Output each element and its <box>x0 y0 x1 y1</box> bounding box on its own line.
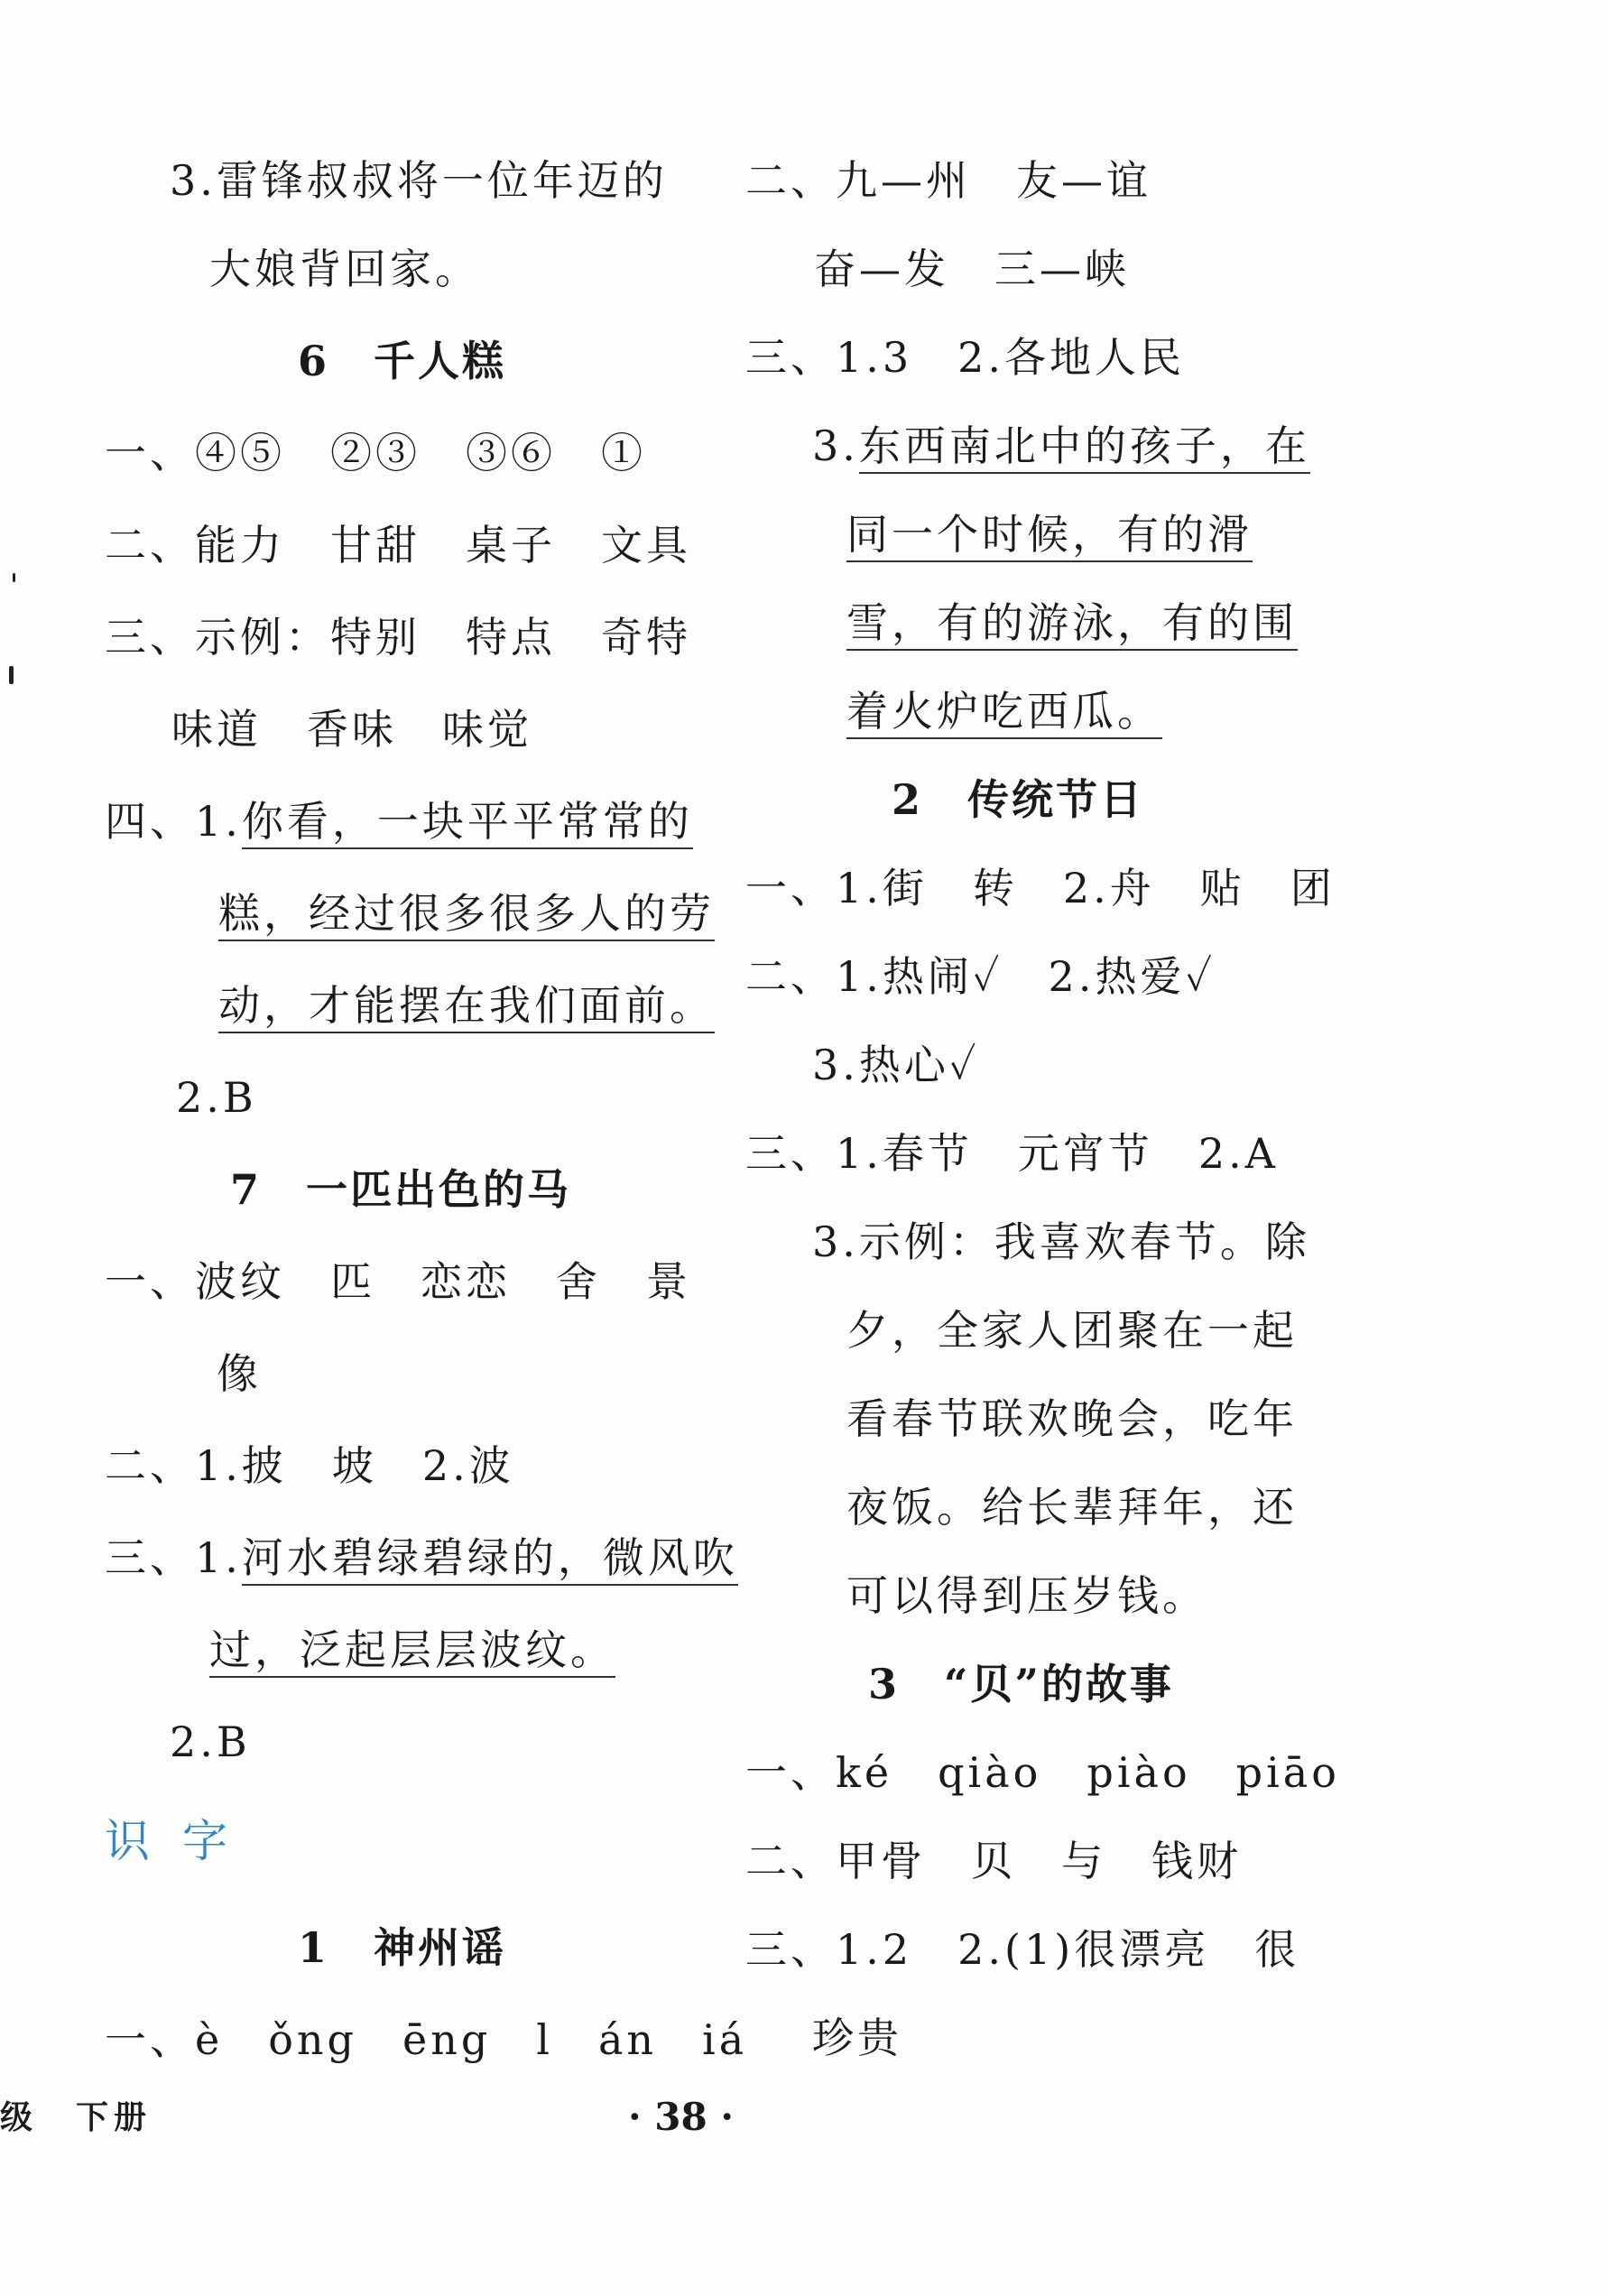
underlined-answer: 雪，有的游泳，有的围 <box>846 598 1298 651</box>
lesson-heading: 2 传统节日 <box>892 775 1145 824</box>
underlined-answer: 河水碧绿碧绿的，微风吹 <box>242 1533 738 1586</box>
lesson-heading: 1 神州谣 <box>298 1923 507 1972</box>
underlined-answer: 同一个时候，有的滑 <box>846 510 1253 562</box>
answer-line <box>209 1623 615 1677</box>
margin-mark <box>13 573 15 582</box>
answer-line: 二、甲骨 贝 与 钱财 <box>745 1837 1242 1885</box>
answer-line <box>846 507 1253 561</box>
answer-line: 二、1.热闹✓ 2.热爱✓ <box>745 952 1216 1001</box>
answer-line: 奋—发 三—峡 <box>814 245 1130 293</box>
underlined-answer: 东西南北中的孩子，在 <box>859 421 1310 474</box>
question-prefix: 四、1. <box>105 797 242 846</box>
answer-line <box>846 596 1298 650</box>
answer-line <box>105 794 693 848</box>
answer-line: 味道 香味 味觉 <box>171 705 532 754</box>
answer-line: 二、九—州 友—谊 <box>745 156 1151 205</box>
answer-line: 三、示例：特别 特点 奇特 <box>105 613 691 662</box>
answer-line: 可以得到压岁钱。 <box>846 1571 1207 1620</box>
page-number: · 38 · <box>628 2095 734 2139</box>
lesson-heading: 3 “贝”的故事 <box>868 1660 1174 1708</box>
answer-line: 三、1.3 2.各地人民 <box>745 333 1186 382</box>
section-title: 识字 <box>105 1815 260 1867</box>
answer-line: 一、波纹 匹 恋恋 舍 景 <box>105 1257 691 1306</box>
answer-line <box>812 419 1310 473</box>
answer-line: 大娘背回家。 <box>209 245 480 293</box>
answer-line: 珍贵 <box>812 2014 902 2062</box>
answer-line: 三、1.春节 元宵节 2.A <box>745 1129 1279 1178</box>
answer-line: 2.B <box>176 1073 257 1122</box>
answer-line: 3.热心✓ <box>812 1041 980 1089</box>
answer-line: 一、1.街 转 2.舟 贴 团 <box>745 864 1336 912</box>
answer-line <box>218 886 715 940</box>
underlined-answer: 动，才能摆在我们面前。 <box>218 981 715 1033</box>
answer-line: 一、④⑤ ②③ ③⑥ ① <box>105 429 646 477</box>
answer-line: 一、è ǒng ēng l án iá <box>105 2015 748 2064</box>
answer-line: 一、ké qiào piào piāo <box>745 1748 1340 1797</box>
answer-line: 夕，全家人团聚在一起 <box>846 1306 1298 1355</box>
answer-line: 夜饭。给长辈拜年，还 <box>846 1483 1298 1532</box>
underlined-answer: 过，泛起层层波纹。 <box>209 1625 615 1678</box>
margin-mark <box>9 666 14 684</box>
question-prefix: 3. <box>812 421 859 470</box>
lesson-heading: 6 千人糕 <box>298 337 507 385</box>
answer-line: 三、1.2 2.(1)很漂亮 很 <box>745 1925 1300 1974</box>
answer-line: 二、1.披 坡 2.波 <box>105 1441 514 1490</box>
underlined-answer: 糕，经过很多很多人的劳 <box>218 889 715 941</box>
answer-line <box>846 684 1162 738</box>
answer-line: 2.B <box>170 1717 251 1766</box>
book-grade-label: 级 下册 <box>0 2098 153 2136</box>
answer-line: 像 <box>217 1349 262 1398</box>
lesson-heading: 7 一匹出色的马 <box>230 1165 572 1214</box>
question-prefix: 三、1. <box>105 1533 242 1582</box>
answer-line: 看春节联欢晚会，吃年 <box>846 1394 1298 1443</box>
answer-line: 二、能力 甘甜 桌子 文具 <box>105 521 691 569</box>
answer-line <box>218 978 715 1032</box>
answer-line: 3.示例：我喜欢春节。除 <box>812 1217 1310 1266</box>
answer-line: 3.雷锋叔叔将一位年迈的 <box>170 156 668 205</box>
underlined-answer: 着火炉吃西瓜。 <box>846 687 1162 739</box>
underlined-answer: 你看，一块平平常常的 <box>242 797 693 849</box>
answer-line <box>105 1531 738 1585</box>
